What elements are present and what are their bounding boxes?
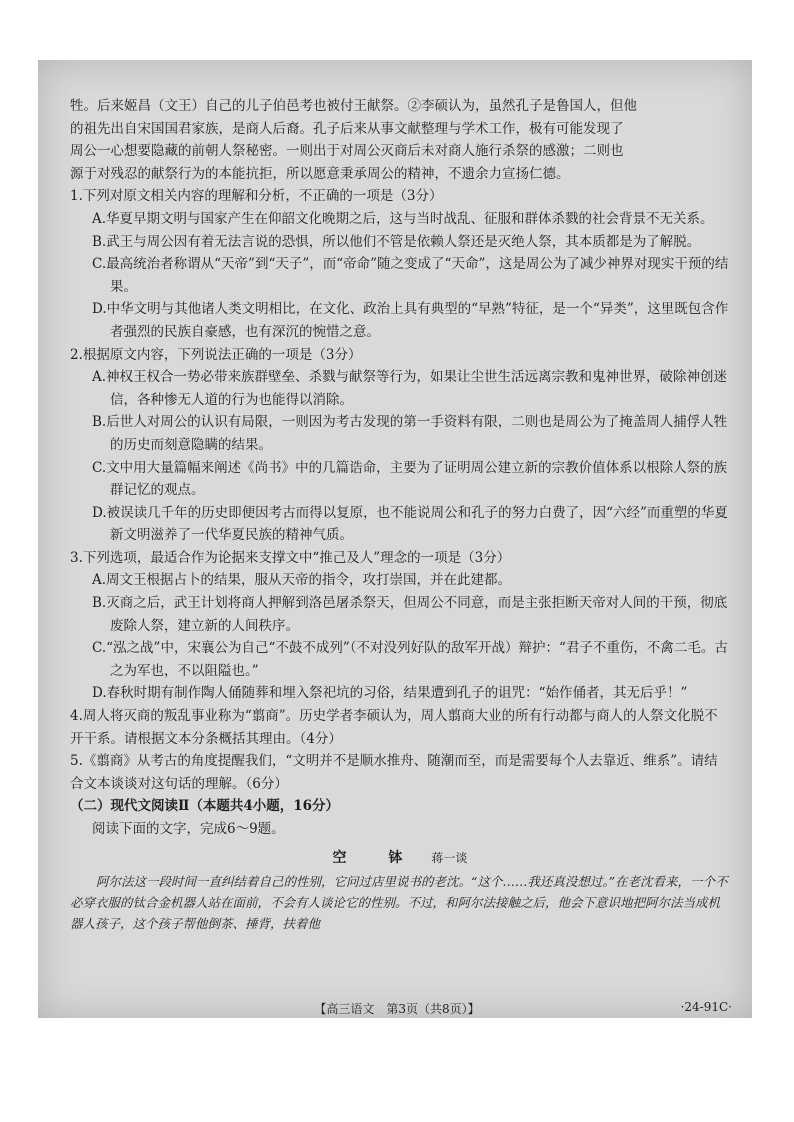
answer-option: D.春秋时期有制作陶人俑随葬和埋入祭祀坑的习俗，结果遭到孔子的诅咒：“始作俑者，其无后乎！”: [92, 685, 688, 702]
story-title-line: [70, 847, 730, 870]
section-heading: （二）现代文阅读Ⅱ（本题共4小题，16分）: [70, 798, 340, 815]
answer-option: A.周文王根据占卜的结果，服从天帝的指令，攻打崇国，并在此建都。: [92, 572, 512, 589]
intro-line: 源于对残忍的献祭行为的本能抗拒，所以愿意秉承周公的精神，不遗余力宣扬仁德。: [70, 165, 570, 182]
intro-line: 周公一心想要隐藏的前朝人祭秘密。一则出于对周公灭商后未对商人施行杀祭的感激；二则也: [70, 143, 624, 160]
footer-label: 【高三语文 第3页（共8页）】: [314, 1002, 480, 1016]
page-footer: [0, 1000, 794, 1017]
answer-option: C.“泓之战”中，宋襄公为自己“不鼓不成列”（不对没列好队的敌军开战）辩护：“君子不重伤，不禽二毛。古之为军也，不以阻隘也。”: [92, 640, 728, 679]
question-stem: 4.周人将灭商的叛乱事业称为“翦商”。历史学者李硕认为，周人翦商大业的所有行动都与商人的人祭文化脱不开干系。请根据文本分条概括其理由。（4分）: [70, 708, 718, 747]
story-paragraph: 阿尔法这一段时间一直纠结着自己的性别，它问过店里说书的老沈。“这个……我还真没想过。”在老沈看来，一个不必穿衣服的钛合金机器人站在面前，不会有人谈论它的性别。不过，和阿尔法接触之后，他会下意识地把阿尔法当成机器人孩子，这个孩子帮他倒茶、捶背，扶着他: [70, 874, 728, 932]
question-stem: 5.《翦商》从考古的角度提醒我们，“文明并不是顺水推舟、随潮而至，而是需要每个人去靠近、维系”。请结合文本谈谈对这句话的理解。（6分）: [70, 753, 718, 792]
answer-option: B.后世人对周公的认识有局限，一则因为考古发现的第一手资料有限，二则也是周公为了掩盖周人捕俘人牲的历史而刻意隐瞒的结果。: [92, 414, 728, 453]
story-author: 蒋一谈: [431, 850, 468, 865]
question-stem: 2.根据原文内容，下列说法正确的一项是（3分）: [70, 346, 362, 363]
intro-line: 牲。后来姬昌（文王）自己的儿子伯邑考也被付王献祭。②李硕认为，虽然孔子是鲁国人，但他: [70, 98, 637, 114]
answer-option: C.最高统治者称谓从“天帝”到“天子”，而“帝命”随之变成了“天命”，这是周公为了减少神界对现实干预的结果。: [92, 256, 729, 295]
footer-code: ·24-91C·: [680, 1000, 732, 1014]
question-stem: 3.下列选项，最适合作为论据来支撑文中“推己及人”理念的一项是（3分）: [70, 549, 511, 566]
answer-option: D.中华文明与其他诸人类文明相比，在文化、政治上具有典型的“早熟”特征，是一个“异类”，这里既包含作者强烈的民族自豪感，也有深沉的惋惜之意。: [92, 301, 729, 340]
answer-option: B.武王与周公因有着无法言说的恐惧，所以他们不管是依赖人祭还是灭绝人祭，其本质都是为了解脱。: [92, 233, 701, 250]
intro-line: 的祖先出自宋国国君家族，是商人后裔。孔子后来从事文献整理与学术工作，极有可能发现了: [70, 120, 624, 137]
answer-option: D.被误读几千年的历史即便因考古而得以复原，也不能说周公和孔子的努力白费了，因“六经”而重塑的华夏新文明滋养了一代华夏民族的精神气质。: [92, 504, 728, 544]
question-stem: 1.下列对原文相关内容的理解和分析，不正确的一项是（3分）: [70, 188, 443, 205]
intro-passage: [70, 95, 730, 185]
answer-option: A.神权王权合一势必带来族群壁垒、杀戮与献祭等行为，如果让尘世生活远离宗教和鬼神世界，破除神创迷信，各种惨无人道的行为也能得以消除。: [92, 369, 728, 408]
section-instruction: 阅读下面的文字，完成6～9题。: [92, 821, 285, 837]
answer-option: B.灭商之后，武王计划将商人押解到洛邑屠杀祭天，但周公不同意，而是主张拒断天帝对人间的干预，彻底废除人祭，建立新的人间秩序。: [92, 595, 728, 634]
story-title: 空 钵: [332, 849, 417, 866]
answer-option: C.文中用大量篇幅来阐述《尚书》中的几篇诰命，主要为了证明周公建立新的宗教价值体系以根除人祭的族群记忆的观点。: [92, 459, 728, 499]
question-list: [70, 185, 730, 795]
story-text: [70, 871, 730, 934]
answer-option: A.华夏早期文明与国家产生在仰韶文化晚期之后，这与当时战乱、征服和群体杀戮的社会背景不无关系。: [92, 210, 714, 227]
page-content: [70, 95, 730, 934]
